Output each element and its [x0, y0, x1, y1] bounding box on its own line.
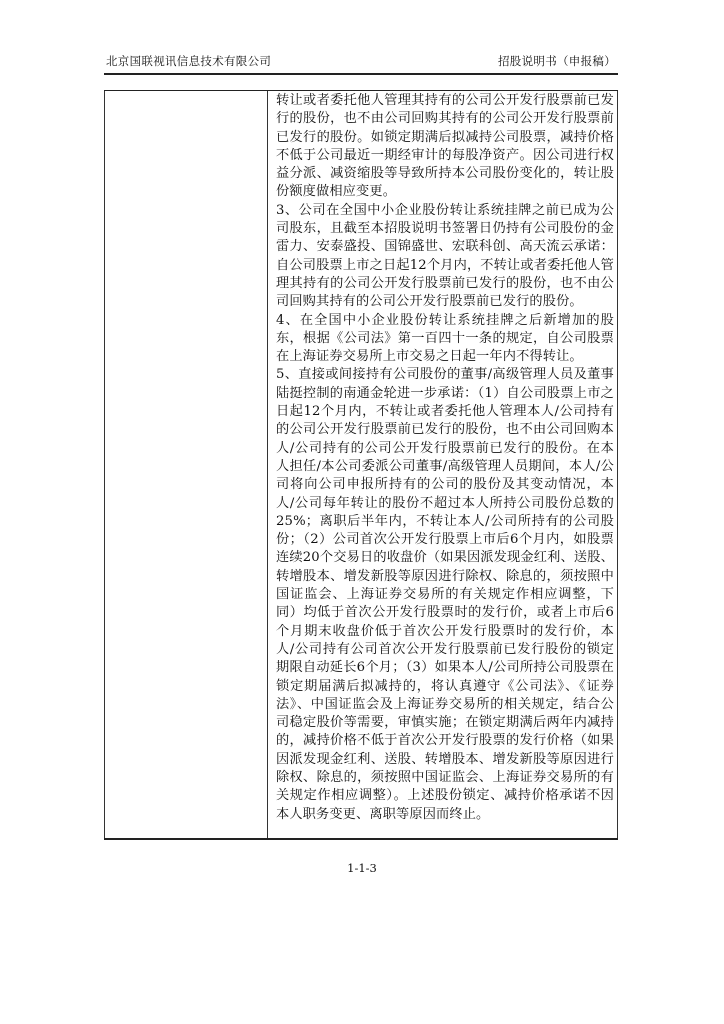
- header-rule: [104, 73, 618, 75]
- page-number: 1-1-3: [347, 861, 377, 875]
- table-column-divider: [267, 91, 268, 838]
- table-left-cell: [105, 91, 266, 837]
- header-document-title: 招股说明书（申报稿）: [498, 54, 616, 68]
- commitment-paragraph-3: 3、公司在全国中小企业股份转让系统挂牌之前已成为公司股东，且截至本招股说明书签署日仍持有公司股份的金雷力、安泰盛投、国锦盛世、宏联科创、高天流云承诺：自公司股票上市之日起12个月内，不转让或者委托他人管理其持有的公司公开发行股票前已发行的股份，也不由公司回购其持有的公司公开发行股票前已发行的股份。: [276, 202, 614, 310]
- table-right-cell: [276, 92, 614, 824]
- commitment-paragraph-5: 5、直接或间接持有公司股份的董事/高级管理人员及董事陆挺控制的南通金轮进一步承诺：（1）自公司股票上市之日起12个月内，不转让或者委托他人管理本人/公司持有的公司公开发行股票前已发行的股份，也不由公司回购本人/公司持有的公司公开发行股票前已发行的股份。在本人担任/本公司委派公司董事/高级管理人员期间，本人/公司将向公司申报所持有的公司的股份及其变动情况，本人/公司每年转让的股份不超过本人所持公司股份总数的25%；离职后半年内，不转让本人/公司所持有的公司股份；（2）公司首次公开发行股票上市后6个月内，如股票连续20个交易日的收盘价（如果因派发现金红利、送股、转增股本、增发新股等原因进行除权、除息的，须按照中国证监会、上海证券交易所的有关规定作相应调整，下同）均低于首次公开发行股票时的发行价，或者上市后6个月期末收盘价低于首次公开发行股票时的发行价，本人/公司持有公司首次公开发行股票前已发行股份的锁定期限自动延长6个月；（3）如果本人/公司所持公司股票在锁定期届满后拟减持的，将认真遵守《公司法》、《证券法》、中国证监会及上海证券交易所的相关规定，结合公司稳定股价等需要，审慎实施；在锁定期满后两年内减持的，减持价格不低于首次公开发行股票的发行价格（如果因派发现金红利、送股、转增股本、增发新股等原因进行除权、除息的，须按照中国证监会、上海证券交易所的有关规定作相应调整）。上述股份锁定、减持价格承诺不因本人职务变更、离职等原因而终止。: [276, 367, 614, 822]
- commitment-paragraph-4: 4、在全国中小企业股份转让系统挂牌之后新增加的股东，根据《公司法》第一百四十一条的规定，自公司股票在上海证券交易所上市交易之日起一年内不得转让。: [276, 312, 614, 365]
- header-company-name: 北京国联视讯信息技术有限公司: [106, 54, 272, 68]
- page-header: [106, 52, 616, 70]
- table-bottom-rule: [104, 838, 618, 840]
- commitment-paragraph-1: 转让或者委托他人管理其持有的公司公开发行股票前已发行的股份，也不由公司回购其持有的公司公开发行股票前已发行的股份。如锁定期满后拟减持公司股票，减持价格不低于公司最近一期经审计的每股净资产。因公司进行权益分派、减资缩股等导致所持本公司股份变化的，转让股份额度做相应变更。: [276, 93, 614, 200]
